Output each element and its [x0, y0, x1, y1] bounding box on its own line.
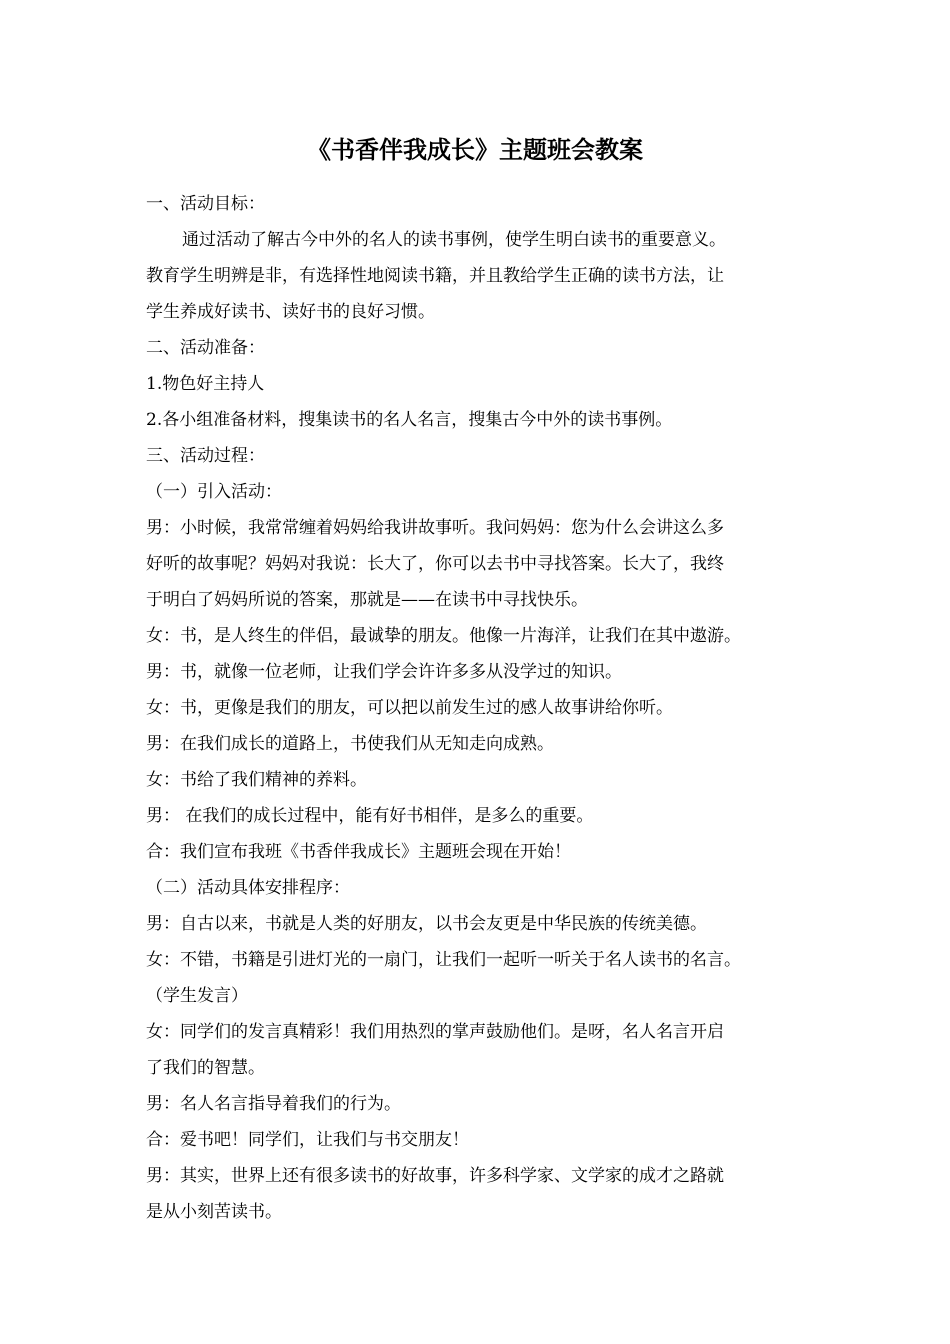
- paragraph-line: 男：其实，世界上还有很多读书的好故事，许多科学家、文学家的成才之路就: [146, 1166, 724, 1186]
- paragraph-line: 男： 在我们的成长过程中，能有好书相伴，是多么的重要。: [146, 806, 594, 826]
- paragraph-line: 合：爱书吧！同学们，让我们与书交朋友！: [146, 1130, 469, 1150]
- paragraph-line: 女：书，是人终生的伴侣，最诚挚的朋友。他像一片海洋，让我们在其中遨游。: [146, 626, 741, 646]
- paragraph-line: （二）活动具体安排程序：: [146, 878, 350, 898]
- paragraph-line: 了我们的智慧。: [146, 1058, 265, 1078]
- paragraph-line: 男：小时候，我常常缠着妈妈给我讲故事听。我问妈妈：您为什么会讲这么多: [146, 518, 724, 538]
- paragraph-line: （学生发言）: [146, 986, 248, 1006]
- paragraph-line: 是从小刻苦读书。: [146, 1202, 282, 1222]
- paragraph-line: 女：不错，书籍是引进灯光的一扇门，让我们一起听一听关于名人读书的名言。: [146, 950, 741, 970]
- paragraph-line: 女：书，更像是我们的朋友，可以把以前发生过的感人故事讲给你听。: [146, 698, 673, 718]
- paragraph-line: 1.物色好主持人: [146, 374, 265, 394]
- paragraph-line: 女：书给了我们精神的养料。: [146, 770, 367, 790]
- paragraph-line: 一、活动目标：: [146, 194, 265, 214]
- paragraph-line: 三、活动过程：: [146, 446, 265, 466]
- paragraph-line: 男：在我们成长的道路上，书使我们从无知走向成熟。: [146, 734, 554, 754]
- paragraph-line: 男：名人名言指导着我们的行为。: [146, 1094, 401, 1114]
- paragraph-line: 教育学生明辨是非，有选择性地阅读书籍，并且教给学生正确的读书方法，让: [146, 266, 724, 286]
- paragraph-line: 男：自古以来，书就是人类的好朋友，以书会友更是中华民族的传统美德。: [146, 914, 707, 934]
- document-title: 《书香伴我成长》主题班会教案: [307, 135, 643, 164]
- document-body: [146, 186, 826, 1230]
- paragraph-line: 合：我们宣布我班《书香伴我成长》主题班会现在开始！: [146, 842, 571, 862]
- paragraph-line: 女：同学们的发言真精彩！我们用热烈的掌声鼓励他们。是呀，名人名言开启: [146, 1022, 724, 1042]
- paragraph-line: 二、活动准备：: [146, 338, 265, 358]
- paragraph-line: （一）引入活动：: [146, 482, 282, 502]
- paragraph-line: 男：书，就像一位老师，让我们学会许许多多从没学过的知识。: [146, 662, 622, 682]
- paragraph-line: 2.各小组准备材料，搜集读书的名人名言，搜集古今中外的读书事例。: [146, 410, 673, 430]
- paragraph-line: 通过活动了解古今中外的名人的读书事例，使学生明白读书的重要意义。: [182, 230, 726, 250]
- paragraph-line: 学生养成好读书、读好书的良好习惯。: [146, 302, 435, 322]
- paragraph-line: 好听的故事呢？妈妈对我说：长大了，你可以去书中寻找答案。长大了，我终: [146, 554, 724, 574]
- paragraph-line: 于明白了妈妈所说的答案，那就是——在读书中寻找快乐。: [146, 590, 588, 610]
